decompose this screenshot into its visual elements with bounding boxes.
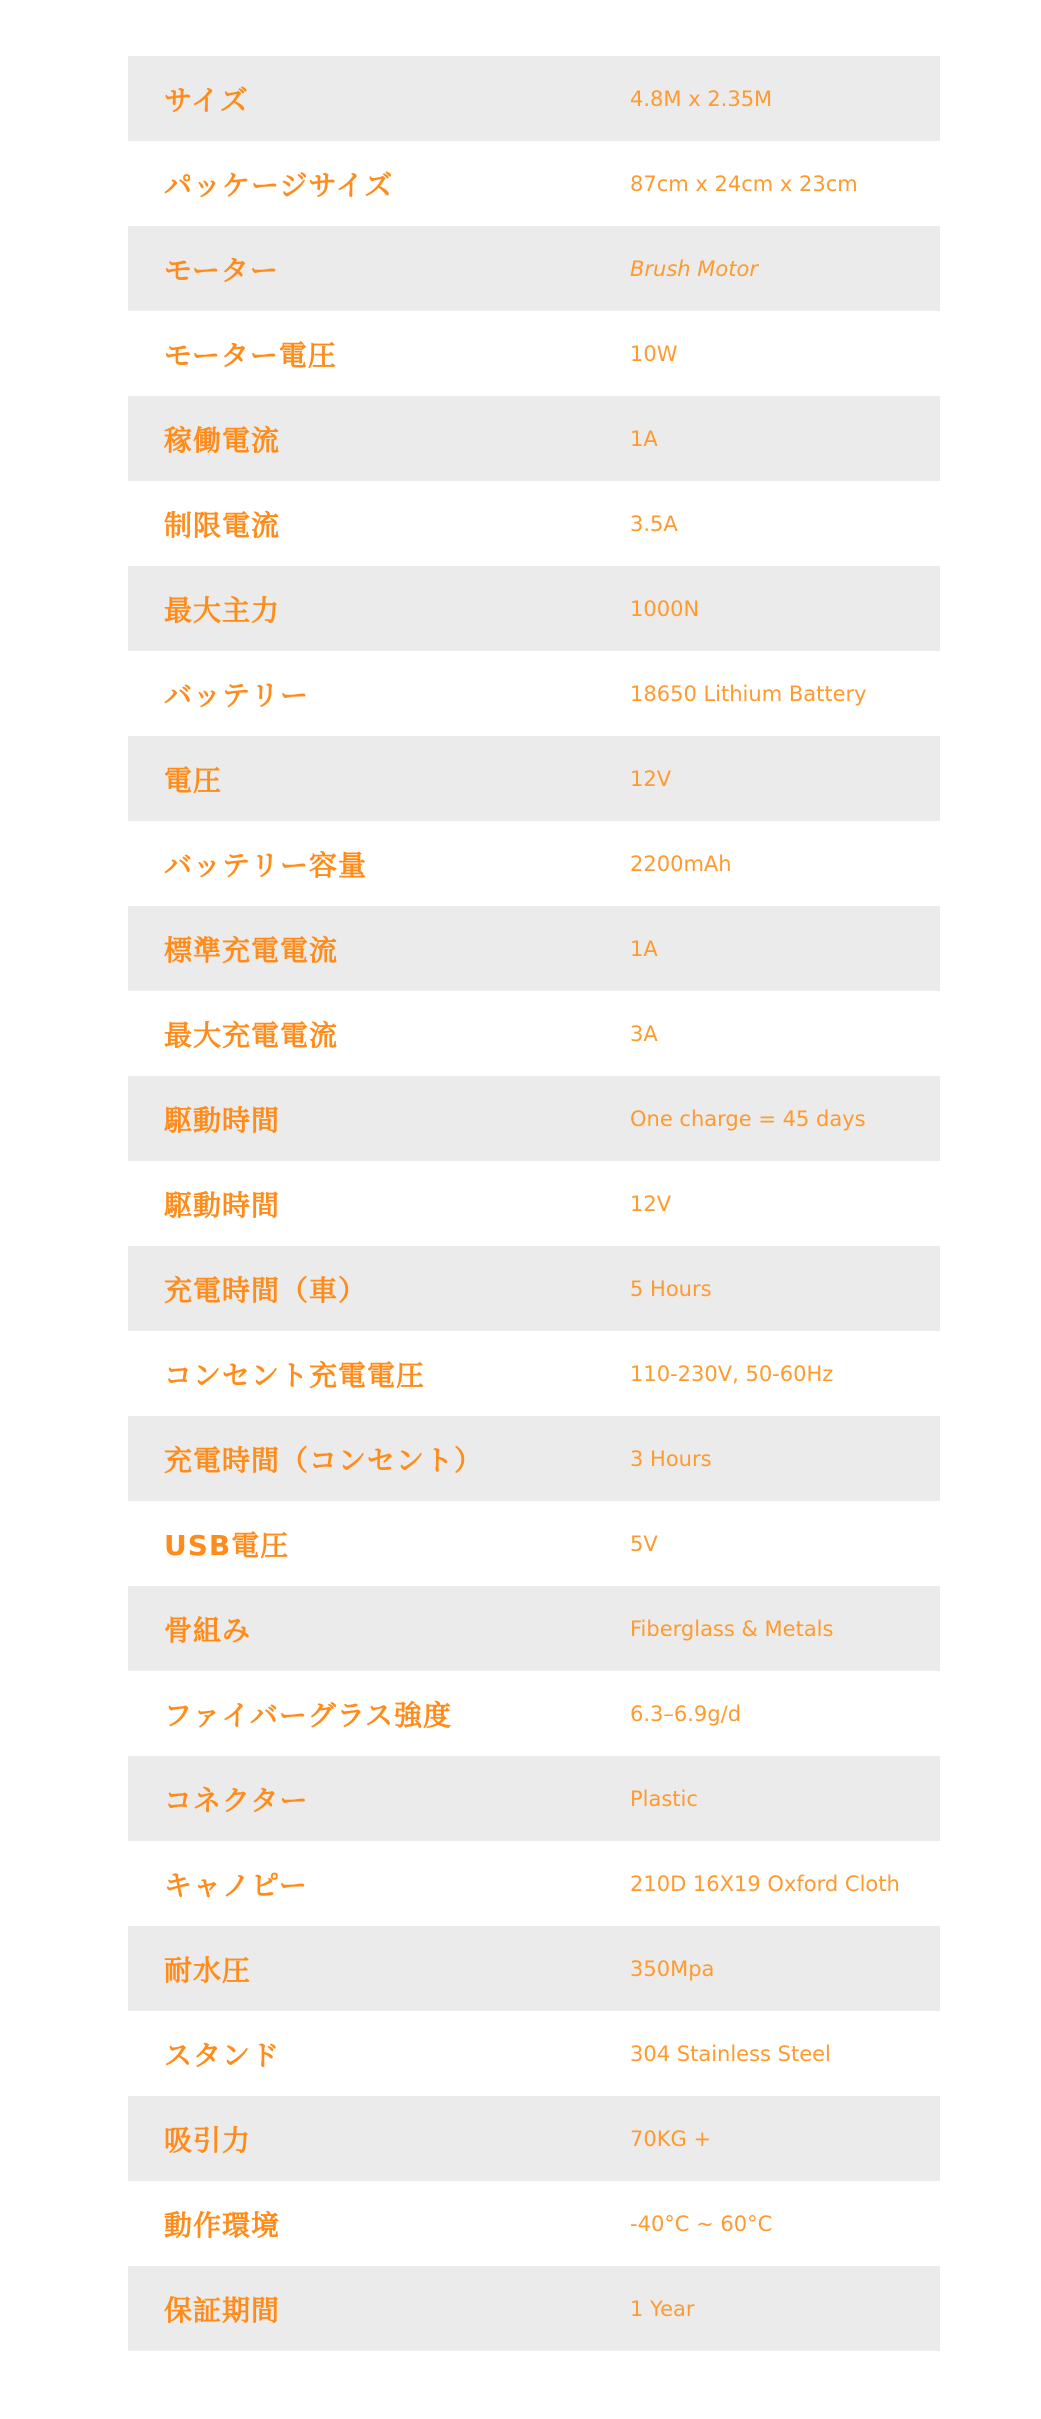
spec-row (128, 1586, 940, 1671)
spec-value: 5 Hours (630, 1276, 712, 1301)
spec-value: 10W (630, 341, 678, 366)
spec-table (128, 56, 940, 2351)
spec-label: 吸引力 (164, 2123, 252, 2157)
spec-value: 3 Hours (630, 1446, 712, 1471)
spec-value: Brush Motor (630, 256, 758, 281)
spec-row (128, 141, 940, 226)
spec-row (128, 2181, 940, 2266)
spec-value: 18650 Lithium Battery (630, 681, 867, 706)
spec-value: 1000N (630, 596, 700, 621)
spec-value: 87cm x 24cm x 23cm (630, 171, 858, 196)
spec-label: USB電圧 (164, 1528, 290, 1562)
spec-label: バッテリー容量 (164, 848, 368, 882)
spec-label: 稼働電流 (164, 423, 281, 457)
spec-row (128, 566, 940, 651)
spec-value: 304 Stainless Steel (630, 2041, 831, 2066)
spec-value: 6.3–6.9g/d (630, 1701, 742, 1726)
spec-label: スタンド (164, 2038, 281, 2072)
spec-row (128, 1161, 940, 1246)
spec-value: 12V (630, 1191, 672, 1216)
spec-row (128, 226, 940, 311)
spec-row (128, 1246, 940, 1331)
spec-label: 耐水圧 (164, 1953, 252, 1987)
spec-row (128, 1756, 940, 1841)
spec-row (128, 821, 940, 906)
spec-value: 1A (630, 936, 658, 961)
spec-row (128, 2096, 940, 2181)
spec-label: サイズ (164, 83, 249, 117)
spec-label: 動作環境 (164, 2208, 281, 2242)
spec-value: 4.8M x 2.35M (630, 86, 773, 111)
spec-row (128, 2266, 940, 2351)
spec-label: 標準充電電流 (164, 933, 339, 967)
spec-row (128, 736, 940, 821)
spec-value: -40°C ~ 60°C (630, 2211, 773, 2236)
spec-row (128, 396, 940, 481)
spec-label: 骨組み (164, 1613, 252, 1647)
spec-row (128, 991, 940, 1076)
spec-value: One charge = 45 days (630, 1106, 866, 1131)
spec-label: コンセント充電電圧 (164, 1358, 426, 1392)
spec-label: モーター (164, 253, 279, 287)
spec-row (128, 481, 940, 566)
spec-row (128, 906, 940, 991)
spec-label: 保証期間 (164, 2293, 281, 2327)
spec-label: バッテリー (164, 678, 310, 712)
spec-value: 12V (630, 766, 672, 791)
spec-label: 制限電流 (164, 508, 281, 542)
spec-value: 3A (630, 1021, 658, 1046)
spec-value: 3.5A (630, 511, 678, 536)
spec-label: 充電時間（車） (164, 1273, 368, 1307)
spec-value: Plastic (630, 1786, 698, 1811)
spec-row (128, 1926, 940, 2011)
spec-value: Fiberglass & Metals (630, 1616, 834, 1641)
spec-row (128, 1416, 940, 1501)
spec-value: 1 Year (630, 2296, 695, 2321)
spec-value: 350Mpa (630, 1956, 715, 1981)
spec-value: 5V (630, 1531, 658, 1556)
spec-label: 充電時間（コンセント） (164, 1443, 484, 1477)
spec-label: ファイバーグラス強度 (164, 1698, 453, 1732)
spec-label: コネクター (164, 1783, 309, 1817)
spec-label: 最大充電電流 (164, 1018, 339, 1052)
spec-row (128, 2011, 940, 2096)
spec-label: キャノピー (164, 1868, 308, 1902)
spec-row (128, 651, 940, 736)
spec-label: 駆動時間 (164, 1103, 281, 1137)
spec-label: パッケージサイズ (164, 168, 394, 202)
spec-value: 70KG + (630, 2126, 712, 2151)
spec-row (128, 1331, 940, 1416)
spec-value: 1A (630, 426, 658, 451)
spec-label: 最大主力 (164, 593, 281, 627)
spec-row (128, 1671, 940, 1756)
spec-label: 電圧 (164, 763, 223, 797)
spec-value: 2200mAh (630, 851, 732, 876)
spec-row (128, 56, 940, 141)
spec-row (128, 1076, 940, 1161)
spec-value: 210D 16X19 Oxford Cloth (630, 1871, 900, 1896)
spec-value: 110-230V, 50-60Hz (630, 1361, 834, 1386)
spec-row (128, 1501, 940, 1586)
spec-row (128, 311, 940, 396)
spec-row (128, 1841, 940, 1926)
spec-label: モーター電圧 (164, 338, 337, 372)
spec-label: 駆動時間 (164, 1188, 281, 1222)
